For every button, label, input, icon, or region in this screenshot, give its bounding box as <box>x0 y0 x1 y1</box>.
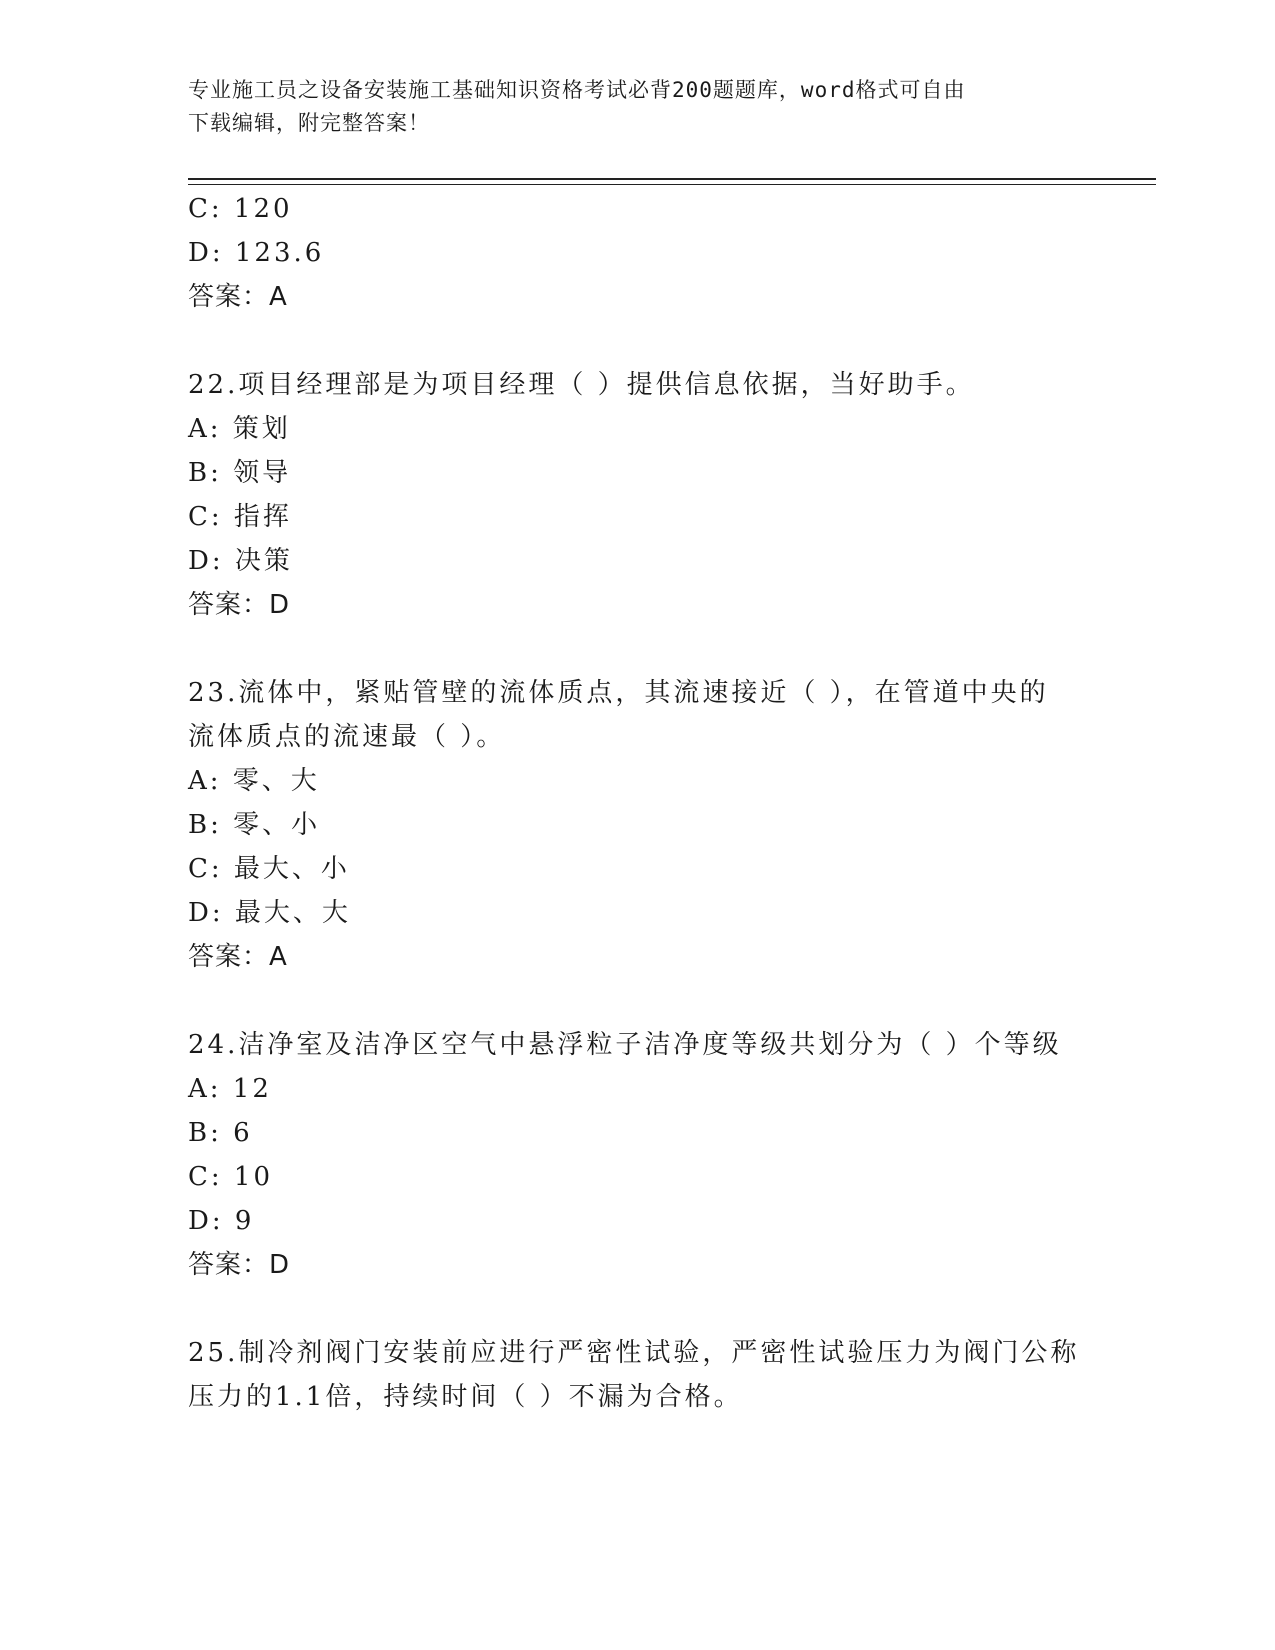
q22-option-a: A: 策划 <box>188 414 291 444</box>
header-rule-thin <box>188 184 1156 185</box>
document-header <box>188 74 1088 140</box>
q24-answer: 答案：D <box>188 1250 291 1280</box>
q23-option-c: C: 最大、小 <box>188 854 350 884</box>
q22-option-c: C: 指挥 <box>188 502 292 532</box>
q24-option-c: C: 10 <box>188 1162 274 1192</box>
header-rule-thick <box>188 178 1156 180</box>
q21-option-c: C: 120 <box>188 194 293 224</box>
q22-stem: 22.项目经理部是为项目经理（ ）提供信息依据，当好助手。 <box>188 370 975 400</box>
q23-stem-line-2: 流体质点的流速最（ ）。 <box>188 722 506 752</box>
q23-stem-line-1: 23.流体中，紧贴管壁的流体质点，其流速接近（ ），在管道中央的 <box>188 678 1049 708</box>
q24-option-b: B: 6 <box>188 1118 253 1148</box>
q21-option-d: D: 123.6 <box>188 238 325 268</box>
q23-option-b: B: 零、小 <box>188 810 321 840</box>
q25-stem-line-1: 25.制冷剂阀门安装前应进行严密性试验，严密性试验压力为阀门公称 <box>188 1338 1080 1368</box>
q22-option-d: D: 决策 <box>188 546 293 576</box>
q23-option-a: A: 零、大 <box>188 766 320 796</box>
q24-stem: 24.洁净室及洁净区空气中悬浮粒子洁净度等级共划分为（ ）个等级 <box>188 1030 1062 1060</box>
q21-answer: 答案：A <box>188 282 288 312</box>
q23-option-d: D: 最大、大 <box>188 898 351 928</box>
header-line-1: 专业施工员之设备安装施工基础知识资格考试必背200题题库，word格式可自由 <box>188 78 966 102</box>
q22-answer: 答案：D <box>188 590 291 620</box>
q25-stem-line-2: 压力的1.1倍，持续时间（ ）不漏为合格。 <box>188 1382 743 1412</box>
q22-option-b: B: 领导 <box>188 458 292 488</box>
header-line-2: 下载编辑，附完整答案！ <box>188 111 430 135</box>
q24-option-d: D: 9 <box>188 1206 255 1236</box>
q23-answer: 答案：A <box>188 942 288 972</box>
q24-option-a: A: 12 <box>188 1074 272 1104</box>
